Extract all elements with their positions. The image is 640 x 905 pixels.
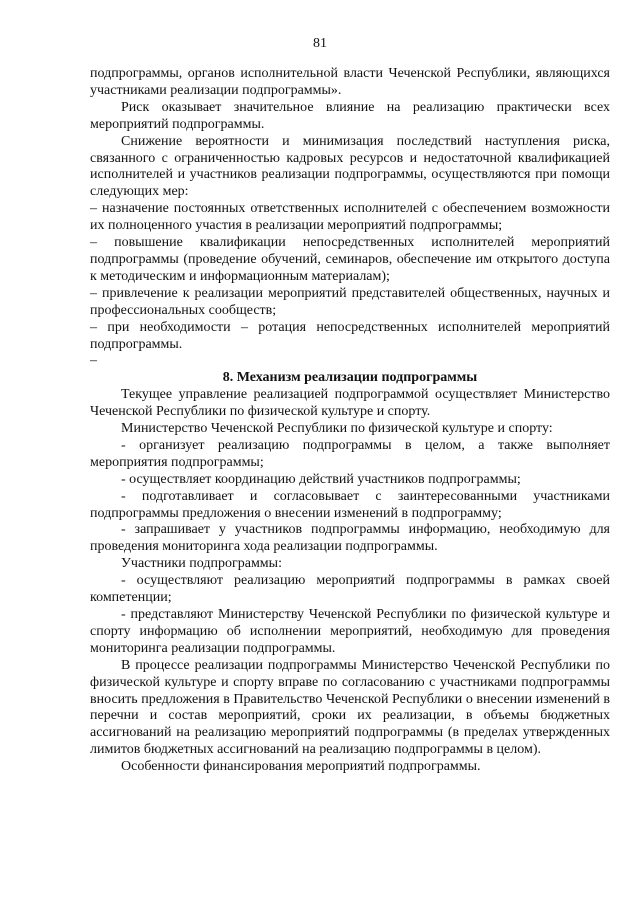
list-item-measure: – при необходимости – ротация непосредственных исполнителей мероприятий подпрограммы.: [90, 319, 610, 352]
list-item-ministry-duty: - подготавливает и согласовывает с заинтересованными участниками подпрограммы предложения о внесении изменений в подпрограмму;: [90, 488, 610, 521]
list-item-measure: – назначение постоянных ответственных исполнителей с обеспечением возможности их полноценного участия в реализации мероприятий подпрограммы;: [90, 201, 610, 234]
list-item-measure: – привлечение к реализации мероприятий представителей общественных, научных и профессиональных сообществ;: [90, 285, 610, 318]
list-item-measure: – повышение квалификации непосредственных исполнителей мероприятий подпрограммы (проведение обучений, семинаров, обеспечение им открытого доступа к методическим и информационным материалам);: [90, 235, 610, 284]
paragraph-participants: Участники подпрограммы:: [121, 556, 282, 572]
paragraph-management: Текущее управление реализацией подпрограммой осуществляет Министерство Чеченской Республики по физической культуре и спорту.: [90, 387, 610, 420]
page-number: 81: [313, 36, 327, 51]
page-content: [90, 66, 610, 776]
list-item-participant-duty: - представляют Министерству Чеченской Республики по физической культуре и спорту информацию об исполнении мероприятий, необходимую для проведения мониторинга реализации подпрограммы.: [90, 606, 610, 656]
list-item-ministry-duty: - организует реализацию подпрограммы в целом, а также выполняет мероприятия подпрограммы;: [90, 437, 610, 470]
paragraph-risk-mitigation: Снижение вероятности и минимизация последствий наступления риска, связанного с ограниченностью кадровых ресурсов и недостаточной квалификацией исполнителей и участников реализации подпрограммы, осуществляются при помощи следующих мер:: [90, 133, 610, 200]
stray-dash: –: [90, 353, 97, 369]
paragraph-changes: В процессе реализации подпрограммы Министерство Чеченской Республики по физической культуре и спорту вправе по согласованию с участниками подпрограммы вносить предложения в Правительство Чеченской Республики о внесении изменений в перечни и состав мероприятий, сроки их реализации, в объемы бюджетных ассигнований на реализацию мероприятий подпрограммы (в пределах утвержденных лимитов бюджетных ассигнований на реализацию подпрограммы в целом).: [90, 657, 610, 758]
list-item-ministry-duty: - осуществляет координацию действий участников подпрограммы;: [121, 471, 521, 487]
paragraph-risk: Риск оказывает значительное влияние на реализацию практически всех мероприятий подпрограммы.: [90, 99, 610, 132]
paragraph-financing: Особенности финансирования мероприятий подпрограммы.: [121, 759, 481, 775]
list-item-participant-duty: - осуществляют реализацию мероприятий подпрограммы в рамках своей компетенции;: [90, 573, 610, 606]
paragraph-ministry: Министерство Чеченской Республики по физической культуре и спорту:: [121, 421, 553, 437]
list-item-ministry-duty: - запрашивает у участников подпрограммы информацию, необходимую для проведения мониторинга хода реализации подпрограммы.: [90, 522, 610, 555]
section-heading: 8. Механизм реализации подпрограммы: [222, 370, 478, 386]
paragraph-continuation: подпрограммы, органов исполнительной власти Чеченской Республики, являющихся участниками реализации подпрограммы».: [90, 66, 610, 98]
